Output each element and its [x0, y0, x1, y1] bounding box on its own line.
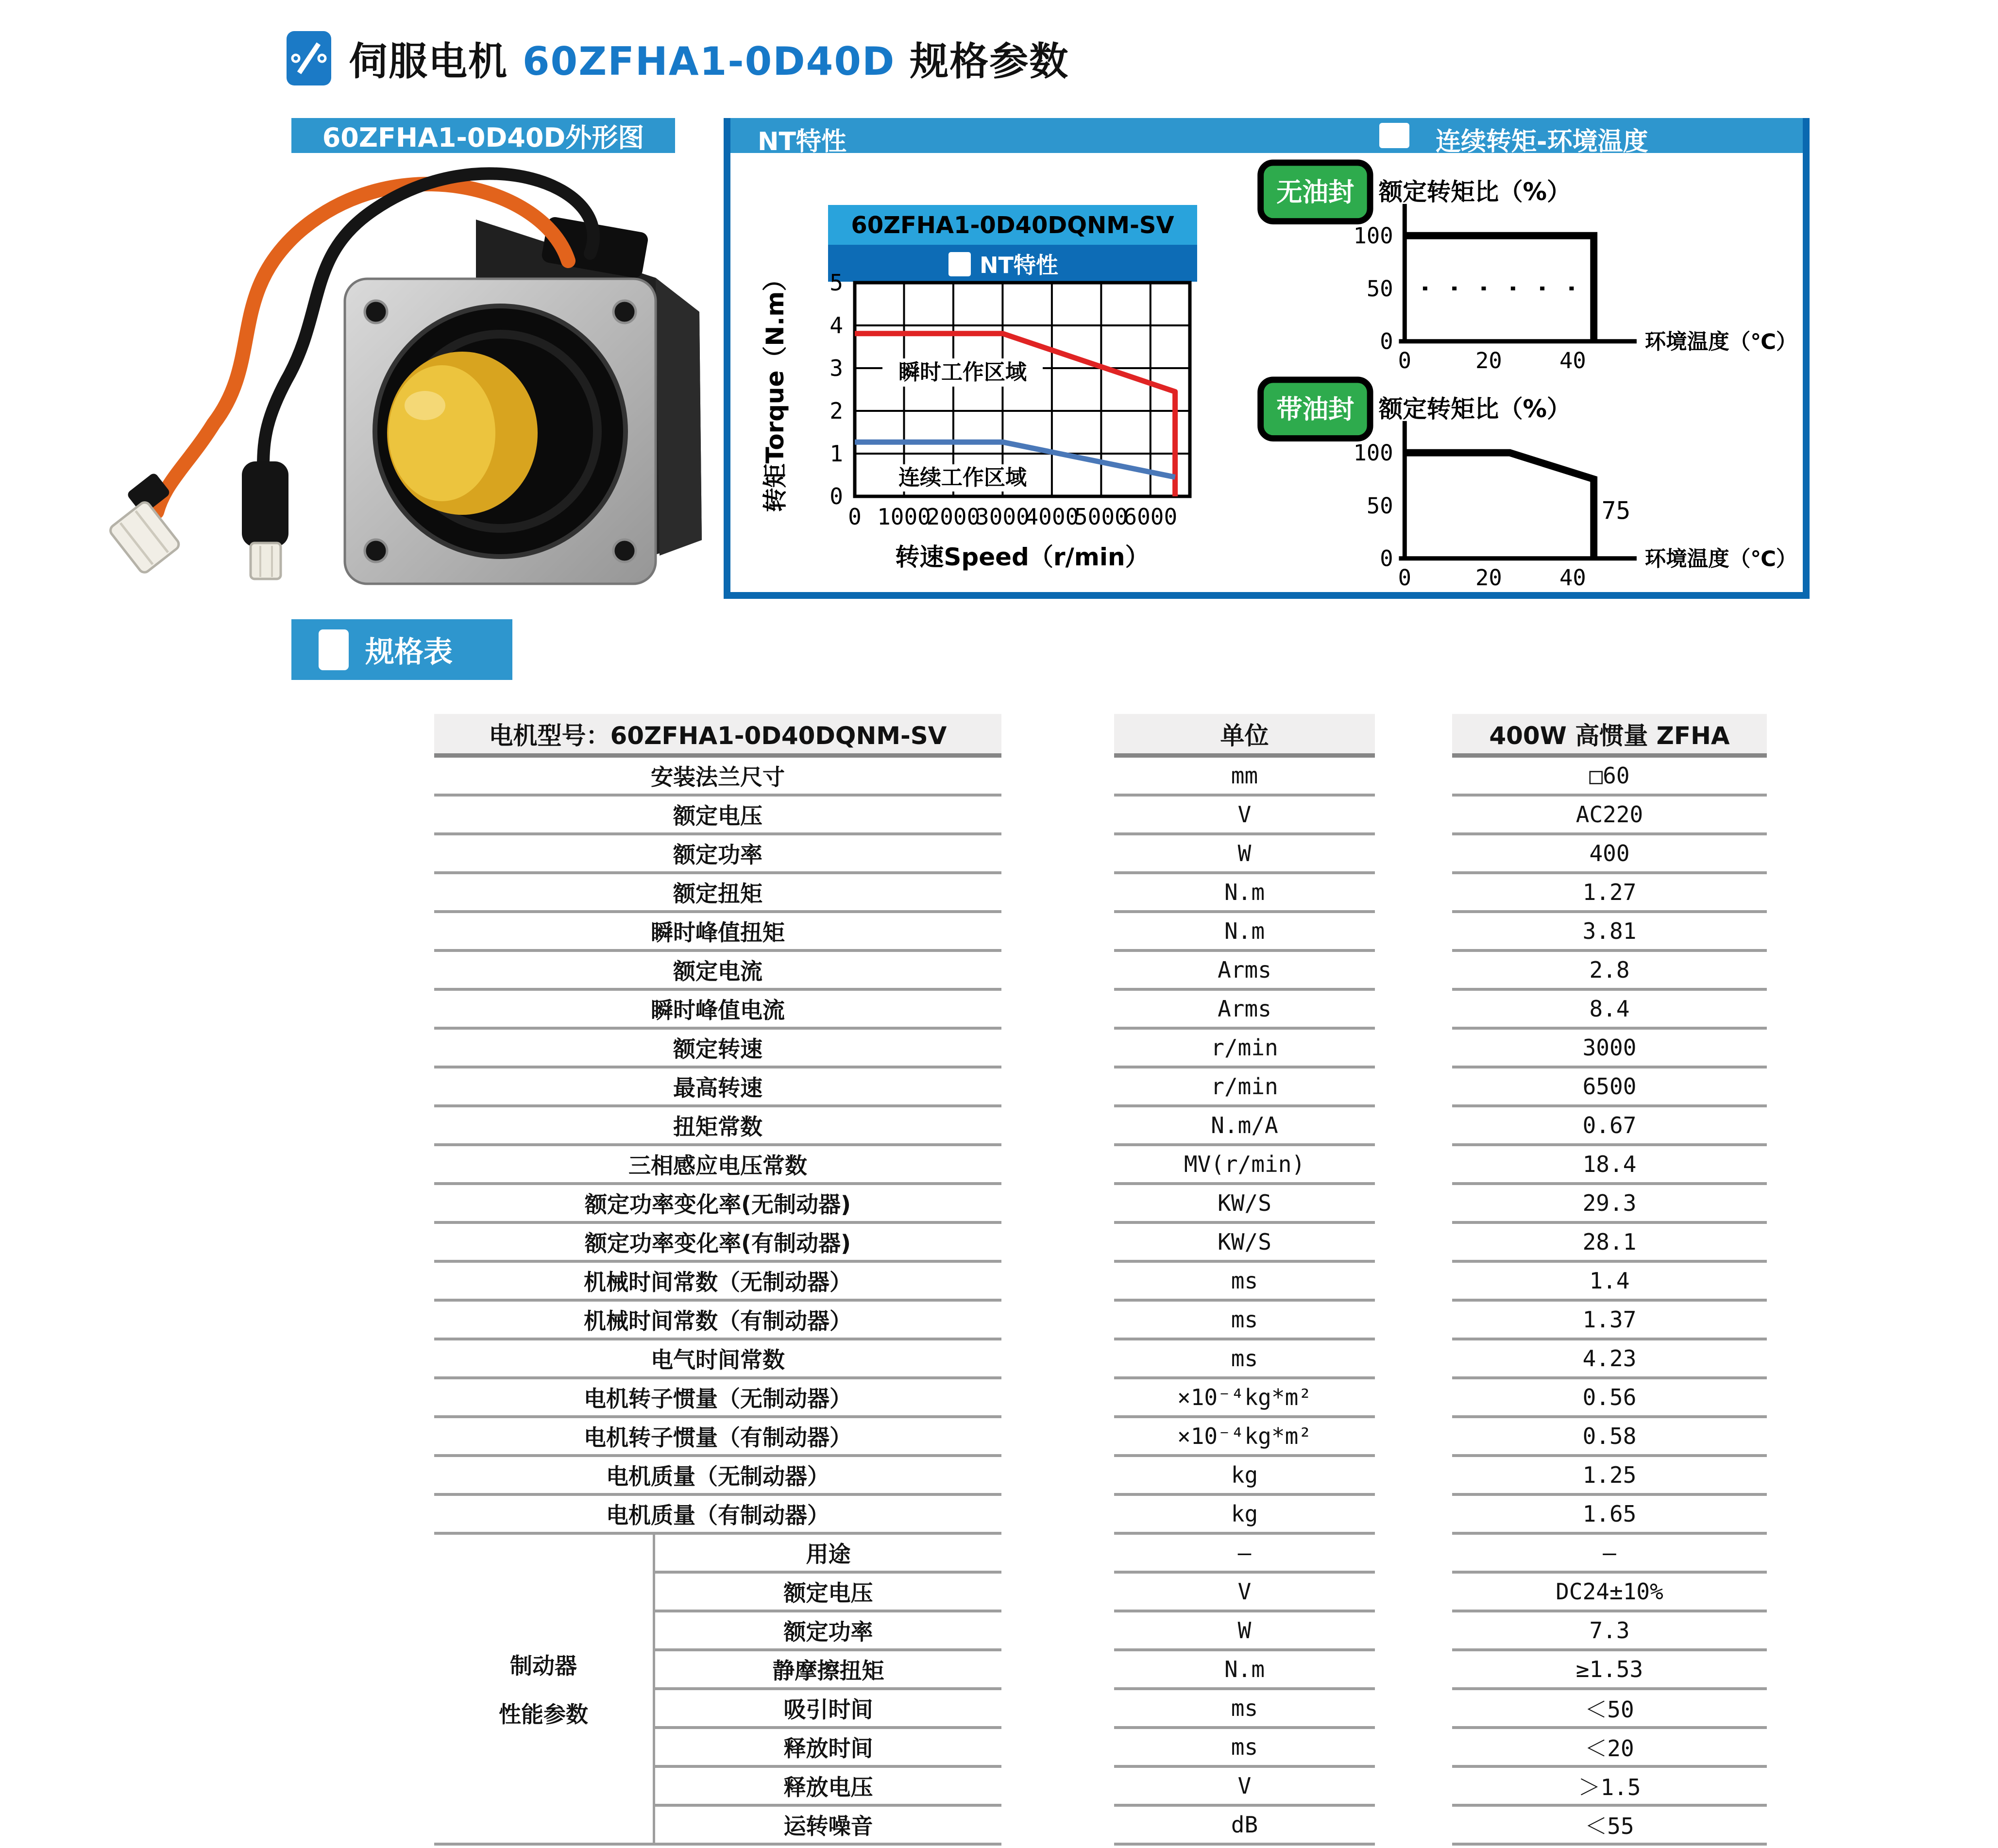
table-row-value: ＜50: [1452, 1690, 1767, 1729]
table-row-parameter: 机械时间常数（无制动器）: [434, 1263, 1001, 1302]
table-row-unit: W: [1114, 835, 1375, 874]
brake-rows: [655, 1535, 1001, 1846]
continuous-region-label: 连续工作区域: [898, 465, 1027, 490]
table-row-parameter: 额定功率变化率(有制动器): [434, 1224, 1001, 1263]
cable-connector: [242, 461, 288, 579]
svg-text:3000: 3000: [976, 504, 1030, 530]
temp-section-label: 连续转矩-环境温度: [1436, 127, 1648, 156]
temp-chart-with-oil-seal: [1253, 375, 1799, 591]
temp-chart-no-oil-seal: [1253, 158, 1799, 374]
svg-text:0: 0: [1398, 565, 1411, 591]
table-row-unit: ×10⁻⁴kg*m²: [1114, 1379, 1375, 1418]
column-header-unit: 单位: [1114, 714, 1375, 758]
table-row-parameter: 额定功率: [655, 1612, 1001, 1651]
table-row-parameter: 释放时间: [655, 1729, 1001, 1768]
table-row-value: ＜20: [1452, 1729, 1767, 1768]
square-icon: [948, 252, 971, 276]
table-row-unit: kg: [1114, 1457, 1375, 1496]
table-row-value: 18.4: [1452, 1146, 1767, 1185]
table-row-value: 8.4: [1452, 991, 1767, 1030]
nt-y-axis-title: 转矩Torque（N.m）: [761, 267, 789, 512]
table-row-unit: ms: [1114, 1263, 1375, 1302]
svg-text:0: 0: [848, 504, 862, 530]
table-row-value: 7.3: [1452, 1612, 1767, 1651]
svg-text:0: 0: [1380, 328, 1393, 355]
table-row-value: ＞1.5: [1452, 1768, 1767, 1807]
svg-text:1: 1: [830, 441, 843, 467]
temp2-curve: [1353, 440, 1630, 591]
brake-section: [434, 1535, 1001, 1846]
table-row-parameter: 吸引时间: [655, 1690, 1001, 1729]
temp2-y-axis-title: 额定转矩比（%）: [1378, 395, 1571, 424]
table-row-unit: dB: [1114, 1807, 1375, 1846]
svg-text:6000: 6000: [1123, 504, 1178, 530]
page-title: [349, 30, 1069, 86]
table-row-unit: KW/S: [1114, 1224, 1375, 1263]
table-row-value: 1.25: [1452, 1457, 1767, 1496]
svg-text:1000: 1000: [877, 504, 931, 530]
svg-text:2000: 2000: [926, 504, 981, 530]
temp1-y-axis-title: 额定转矩比（%）: [1378, 178, 1571, 206]
table-row-parameter: 运转噪音: [655, 1807, 1001, 1846]
brake-label-line: 性能参数: [499, 1701, 588, 1728]
table-row-unit: r/min: [1114, 1068, 1375, 1107]
table-row-unit: mm: [1114, 758, 1375, 797]
spec-table-badge: [291, 619, 512, 680]
table-row-value: 400: [1452, 835, 1767, 874]
table-row-parameter: 电机转子惯量（有制动器）: [434, 1418, 1001, 1457]
svg-text:75: 75: [1601, 496, 1631, 525]
chart-panel-header: [730, 118, 1803, 156]
svg-text:4000: 4000: [1025, 504, 1079, 530]
table-row-unit: V: [1114, 1768, 1375, 1807]
nt-x-axis-title: 转速Speed（r/min）: [895, 543, 1150, 571]
svg-text:4: 4: [830, 312, 843, 339]
svg-text:40: 40: [1559, 565, 1586, 591]
table-row-value: 2.8: [1452, 952, 1767, 991]
spec-table-value-column: [1452, 714, 1767, 1846]
temp1-x-axis-title: 环境温度（℃）: [1644, 330, 1797, 355]
brake-section-label: [434, 1535, 655, 1846]
table-row-parameter: 额定电压: [434, 797, 1001, 835]
spec-table-badge-label: 规格表: [365, 635, 453, 669]
table-row-value: 1.37: [1452, 1302, 1767, 1340]
motor-outline-banner: [291, 118, 675, 153]
table-row-parameter: 释放电压: [655, 1768, 1001, 1807]
table-row-parameter: 额定电流: [434, 952, 1001, 991]
table-row-value: ＜55: [1452, 1807, 1767, 1846]
table-row-unit: ms: [1114, 1729, 1375, 1768]
table-row-value: —: [1452, 1535, 1767, 1574]
table-row-unit: KW/S: [1114, 1185, 1375, 1224]
table-row-value: 3000: [1452, 1030, 1767, 1068]
table-row-parameter: 额定扭矩: [434, 874, 1001, 913]
table-row-value: 0.67: [1452, 1107, 1767, 1146]
table-row-parameter: 电气时间常数: [434, 1340, 1001, 1379]
table-row-unit: N.m: [1114, 913, 1375, 952]
spec-table-parameter-column: [434, 714, 1001, 1846]
table-row-unit: ms: [1114, 1690, 1375, 1729]
column-header-model: 电机型号：60ZFHA1-0D40DQNM-SV: [434, 714, 1001, 758]
motor-outline-banner-label: 60ZFHA1-0D40D外形图: [322, 122, 644, 153]
spec-table-unit-column: [1114, 714, 1375, 1846]
table-row-unit: kg: [1114, 1496, 1375, 1535]
table-row-parameter: 扭矩常数: [434, 1107, 1001, 1146]
svg-text:0: 0: [1398, 348, 1411, 374]
table-row-parameter: 额定功率: [434, 835, 1001, 874]
table-row-unit: Arms: [1114, 991, 1375, 1030]
table-row-unit: V: [1114, 1574, 1375, 1612]
table-row-parameter: 额定电压: [655, 1574, 1001, 1612]
table-row-unit: ms: [1114, 1302, 1375, 1340]
with-oil-seal-badge-label: 带油封: [1276, 394, 1355, 424]
table-row-parameter: 电机质量（有制动器）: [434, 1496, 1001, 1535]
motor-photo: [53, 152, 719, 589]
svg-text:5000: 5000: [1074, 504, 1128, 530]
table-row-parameter: 机械时间常数（有制动器）: [434, 1302, 1001, 1340]
no-oil-seal-badge-label: 无油封: [1276, 177, 1355, 207]
svg-text:2: 2: [830, 398, 843, 424]
nt-chart-subtitle: NT特性: [980, 252, 1058, 278]
cable-connector: [98, 472, 200, 575]
square-icon: [1379, 123, 1409, 148]
table-row-value: 1.27: [1452, 874, 1767, 913]
table-row-value: 0.58: [1452, 1418, 1767, 1457]
svg-text:3: 3: [830, 355, 843, 381]
table-row-unit: W: [1114, 1612, 1375, 1651]
svg-text:0: 0: [1380, 545, 1393, 572]
table-row-unit: ×10⁻⁴kg*m²: [1114, 1418, 1375, 1457]
shaft-cap: [387, 352, 538, 515]
temp1-curve: [1353, 223, 1593, 373]
nt-chart: [755, 181, 1328, 589]
table-row-value: 1.65: [1452, 1496, 1767, 1535]
table-row-unit: Arms: [1114, 952, 1375, 991]
svg-text:20: 20: [1475, 565, 1502, 591]
table-row-unit: —: [1114, 1535, 1375, 1574]
table-row-parameter: 瞬时峰值电流: [434, 991, 1001, 1030]
title-prefix: 伺服电机: [349, 39, 523, 84]
table-row-parameter: 额定功率变化率(无制动器): [434, 1185, 1001, 1224]
instantaneous-region-label: 瞬时工作区域: [898, 360, 1027, 385]
nt-chart-title: 60ZFHA1-0D40DQNM-SV: [851, 212, 1174, 239]
table-row-unit: V: [1114, 797, 1375, 835]
table-row-value: 3.81: [1452, 913, 1767, 952]
svg-text:100: 100: [1353, 440, 1393, 466]
table-row-unit: N.m: [1114, 1651, 1375, 1690]
svg-text:5: 5: [830, 270, 843, 296]
table-row-value: AC220: [1452, 797, 1767, 835]
table-row-parameter: 静摩擦扭矩: [655, 1651, 1001, 1690]
table-row-value: 0.56: [1452, 1379, 1767, 1418]
table-row-value: 28.1: [1452, 1224, 1767, 1263]
svg-text:50: 50: [1366, 492, 1393, 519]
table-row-unit: N.m/A: [1114, 1107, 1375, 1146]
table-row-parameter: 三相感应电压常数: [434, 1146, 1001, 1185]
table-row-parameter: 电机质量（无制动器）: [434, 1457, 1001, 1496]
brand-logo-icon: [287, 31, 331, 85]
table-row-unit: N.m: [1114, 874, 1375, 913]
table-row-unit: MV(r/min): [1114, 1146, 1375, 1185]
table-row-parameter: 用途: [655, 1535, 1001, 1574]
page-header: [287, 30, 1069, 86]
temp2-x-axis-title: 环境温度（℃）: [1644, 547, 1797, 572]
title-model-number: 60ZFHA1-0D40D: [522, 39, 896, 84]
table-row-value: 4.23: [1452, 1340, 1767, 1379]
table-row-parameter: 瞬时峰值扭矩: [434, 913, 1001, 952]
svg-text:40: 40: [1559, 348, 1586, 374]
square-icon: [319, 629, 349, 670]
svg-text:20: 20: [1475, 348, 1502, 374]
table-row-unit: r/min: [1114, 1030, 1375, 1068]
svg-text:50: 50: [1366, 275, 1393, 302]
table-row-parameter: 额定转速: [434, 1030, 1001, 1068]
svg-text:0: 0: [830, 483, 843, 509]
table-row-parameter: 安装法兰尺寸: [434, 758, 1001, 797]
svg-text:100: 100: [1353, 223, 1393, 249]
column-header-series: 400W 高惯量 ZFHA: [1452, 714, 1767, 758]
table-row-value: ≥1.53: [1452, 1651, 1767, 1690]
table-row-value: 6500: [1452, 1068, 1767, 1107]
table-row-value: 29.3: [1452, 1185, 1767, 1224]
table-row-value: DC24±10%: [1452, 1574, 1767, 1612]
table-row-parameter: 电机转子惯量（无制动器）: [434, 1379, 1001, 1418]
brake-label-line: 制动器: [510, 1653, 577, 1679]
table-row-parameter: 最高转速: [434, 1068, 1001, 1107]
table-row-value: □60: [1452, 758, 1767, 797]
table-row-value: 1.4: [1452, 1263, 1767, 1302]
nt-section-label: NT特性: [758, 127, 847, 156]
table-row-unit: ms: [1114, 1340, 1375, 1379]
title-suffix: 规格参数: [895, 39, 1069, 84]
